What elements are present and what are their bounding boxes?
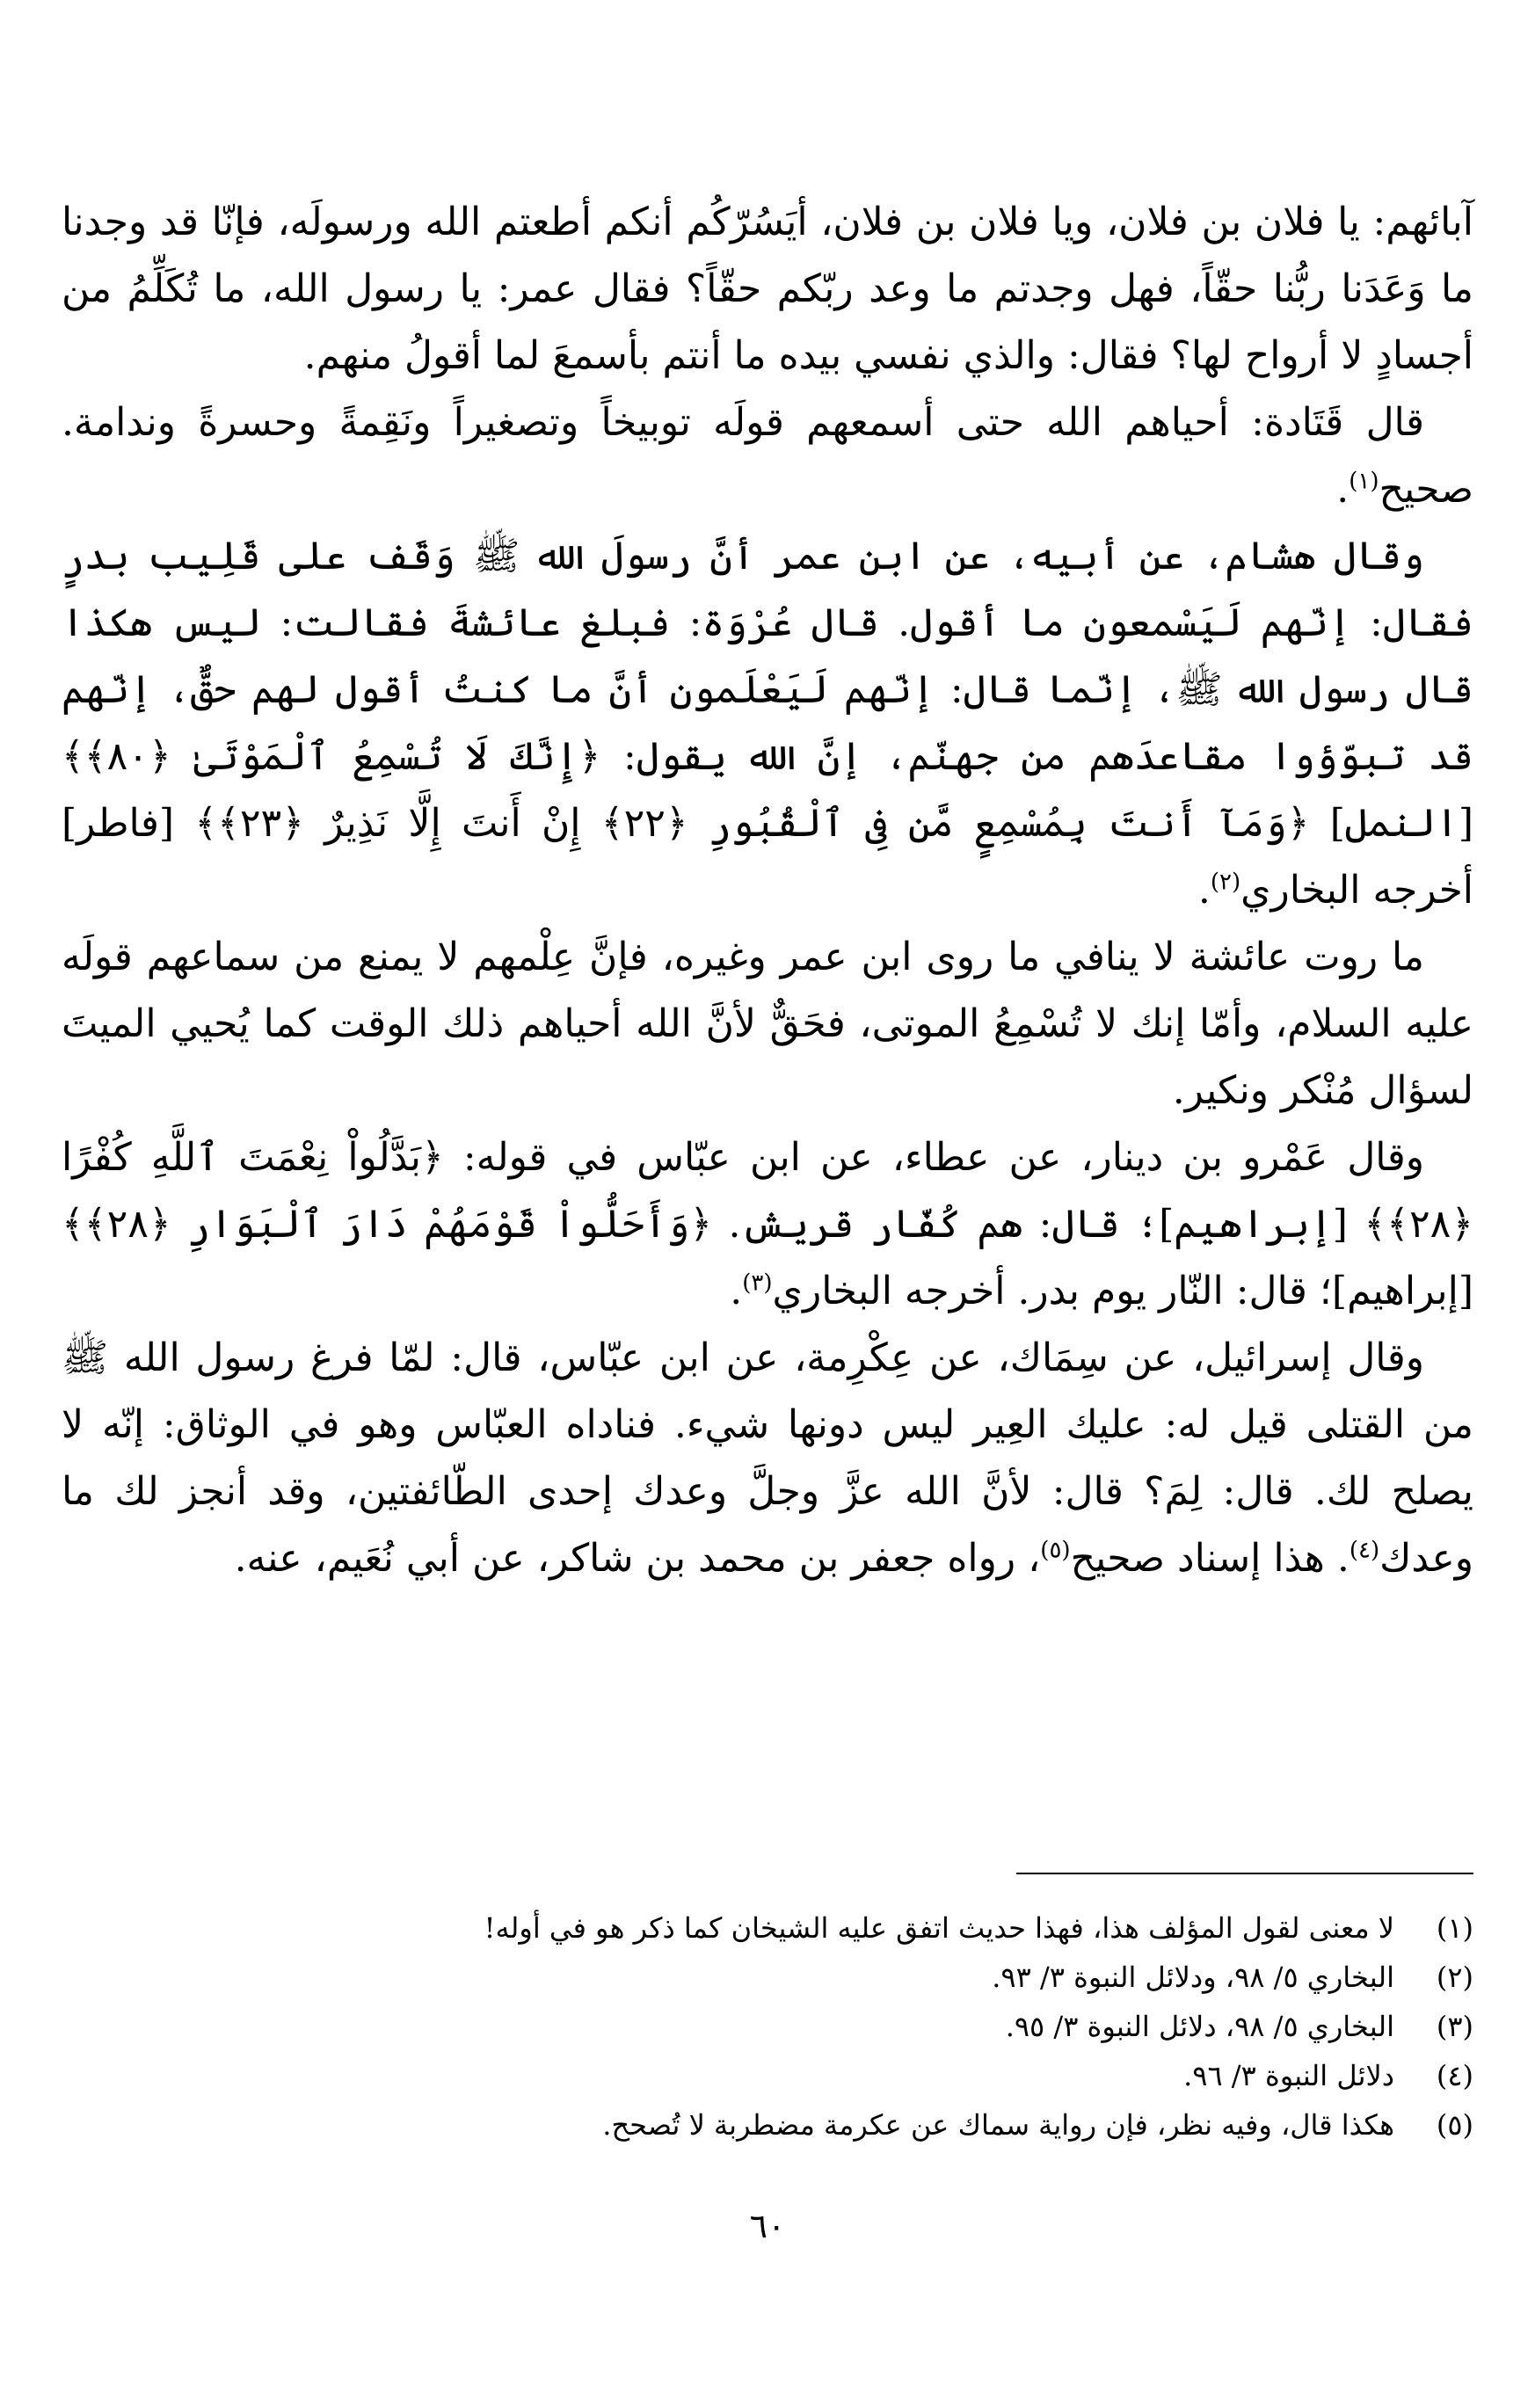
footnote-ref-4[interactable]: (٤)	[1349, 1537, 1380, 1564]
footnote-number: (٣)	[1436, 2010, 1473, 2043]
paragraph-2	[62, 389, 1473, 523]
footnote-text: البخاري ٥/ ٩٨، ودلائل النبوة ٣/ ٩٣.	[992, 1961, 1394, 1994]
footnote-text: البخاري ٥/ ٩٨، دلائل النبوة ٣/ ٩٥.	[1005, 2010, 1394, 2043]
paragraph-3	[62, 523, 1473, 924]
paragraph-text: ما روت عائشة لا ينافي ما روى ابن عمر وغيره، فإنَّ عِلْمهم لا يمنع من سماعهم قولَه عليه السلام، وأمّا إنك لا تُسْمِعُ الموتى، فحَقٌّ لأنَّ الله أحياهم ذلك الوقت كما يُحيي الميتَ لسؤال مُنْكر ونكير.	[62, 935, 1473, 1113]
footnote-1	[62, 1903, 1473, 1953]
footnote-divider	[1016, 1873, 1473, 1874]
paragraph-middle: . هذا إسناد صحيح	[1070, 1536, 1349, 1581]
footnote-text: هكذا قال، وفيه نظر، فإن رواية سماك عن عكرمة مضطربة لا تُصحح.	[602, 2108, 1394, 2142]
footnote-number: (١)	[1436, 1911, 1473, 1945]
paragraph-text: وقال عَمْرو بن دينار، عن عطاء، عن ابن عبّاس في قوله: ﴿بَدَّلُواْ نِعْمَتَ ٱللَّهِ كُفْرًا ﴿٢٨﴾﴾ [إبراهيم]؛ قال: هم كُفّار قريش. ﴿وَأَحَلُّواْ قَوْمَهُمْ دَارَ ٱلْبَوَارِ ﴿٢٨﴾﴾ [إبراهيم]؛ قال: النّار يوم بدر. أخرجه البخاري	[62, 1135, 1473, 1313]
main-text	[62, 189, 1473, 1592]
footnote-2	[62, 1953, 1473, 2002]
paragraph-text: وقال إسرائيل، عن سِمَاك، عن عِكْرِمة، عن ابن عبّاس، قال: لمّا فرغ رسول الله ﷺ من القتلى قيل له: عليك العِير ليس دونها شيء. فناداه العبّاس وهو في الوثاق: إنّه لا يصلح لك. قال: لِمَ؟ قال: لأنَّ الله عزَّ وجلَّ وعدك إحدى الطّائفتين، وقد أنجز لك ما وعدك	[62, 1335, 1473, 1581]
footnotes	[62, 1903, 1473, 2150]
paragraph-end: .	[1197, 868, 1211, 913]
footnote-5	[62, 2100, 1473, 2150]
page-content	[62, 189, 1473, 1592]
footnote-text: دلائل النبوة ٣/ ٩٦.	[1183, 2059, 1394, 2092]
paragraph-6	[62, 1325, 1473, 1592]
footnote-3	[62, 2002, 1473, 2051]
paragraph-4	[62, 924, 1473, 1124]
footnote-text: لا معنى لقول المؤلف هذا، فهذا حديث اتفق عليه الشيخان كما ذكر هو في أوله!	[484, 1911, 1394, 1945]
paragraph-text: وقال هشام، عن أبيه، عن ابن عمر أنَّ رسولَ الله ﷺ وَقَف على قَلِيب بدرٍ فقال: إنّهم لَيَسْمعون ما أقول. قال عُرْوَة: فبلغ عائشةَ فقالت: ليس هكذا قال رسول الله ﷺ، إنّما قال: إنّهم لَيَعْلَمون أنَّ ما كنتُ أقول لهم حقٌّ، إنّهم قد تبوّؤوا مقاعدَهم من جهنّم، إنَّ الله يقول: ﴿إِنَّكَ لَا تُسْمِعُ ٱلْمَوْتَىٰ ﴿٨٠﴾﴾ [النمل] ﴿وَمَآ أَنتَ بِمُسْمِعٍ مَّن فِى ٱلْقُبُورِ ﴿٢٢﴾ إِنْ أَنتَ إِلَّا نَذِيرٌ ﴿٢٣﴾﴾ [فاطر] أخرجه البخاري	[62, 534, 1474, 913]
footnote-number: (٢)	[1436, 1961, 1473, 1994]
paragraph-text: آبائهم: يا فلان بن فلان، ويا فلان بن فلان، أيَسُرّكُم أنكم أطعتم الله ورسولَه، فإنّا قد وجدنا ما وَعَدَنا ربُّنا حقّاً، فهل وجدتم ما وعد ربّكم حقّاً؟ فقال عمر: يا رسول الله، ما تُكَلِّمُ من أجسادٍ لا أرواح لها؟ فقال: والذي نفسي بيده ما أنتم بأسمعَ لما أقولُ منهم.	[62, 200, 1473, 378]
paragraph-end: .	[730, 1269, 743, 1313]
footnote-ref-2[interactable]: (٢)	[1210, 869, 1241, 896]
paragraph-end: ، رواه جعفر بن محمد بن شاكر، عن أبي نُعَيم، عنه.	[234, 1536, 1041, 1581]
paragraph-5	[62, 1124, 1473, 1325]
footnote-ref-5[interactable]: (٥)	[1040, 1537, 1071, 1564]
footnote-number: (٤)	[1436, 2059, 1473, 2092]
footnote-ref-3[interactable]: (٣)	[742, 1269, 773, 1297]
paragraph-text: قال قَتَادة: أحياهم الله حتى أسمعهم قولَه توبيخاً وتصغيراً ونَقِمةً وحسرةً وندامة. صحيح	[62, 400, 1473, 512]
paragraph-1	[62, 189, 1473, 389]
page-number: ٦٠	[749, 2207, 786, 2245]
footnote-4	[62, 2051, 1473, 2100]
footnote-ref-1[interactable]: (١)	[1349, 468, 1379, 495]
paragraph-end: .	[1336, 467, 1349, 512]
footnote-number: (٥)	[1436, 2108, 1473, 2142]
